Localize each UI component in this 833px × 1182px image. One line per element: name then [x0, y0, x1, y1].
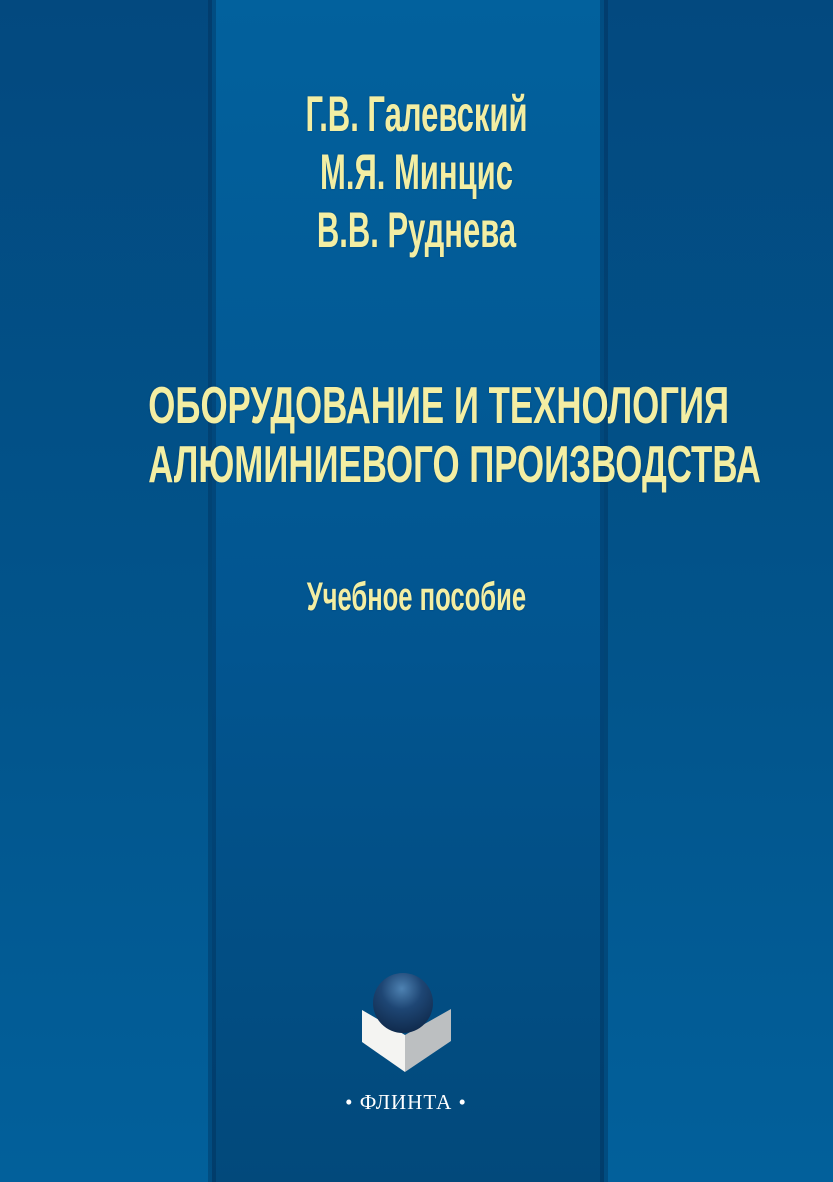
- flinta-logo-icon: [354, 968, 458, 1080]
- publisher-name: • ФЛИНТА •: [345, 1090, 467, 1114]
- author-name-1: Г.В. Галевский: [305, 86, 528, 142]
- subtitle-text: Учебное пособие: [306, 575, 527, 619]
- title-line-2: АЛЮМИНИЕВОГО ПРОИЗВОДСТВА: [148, 436, 761, 494]
- subtitle: [0, 572, 833, 622]
- title-line-1: ОБОРУДОВАНИЕ И ТЕХНОЛОГИЯ: [148, 377, 730, 435]
- authors-block: [0, 85, 833, 259]
- book-title: [13, 377, 833, 495]
- publisher-block: [0, 968, 812, 1115]
- author-name-3: В.В. Руднева: [316, 202, 517, 258]
- logo-sphere: [373, 973, 433, 1033]
- author-name-2: М.Я. Минцис: [320, 144, 513, 200]
